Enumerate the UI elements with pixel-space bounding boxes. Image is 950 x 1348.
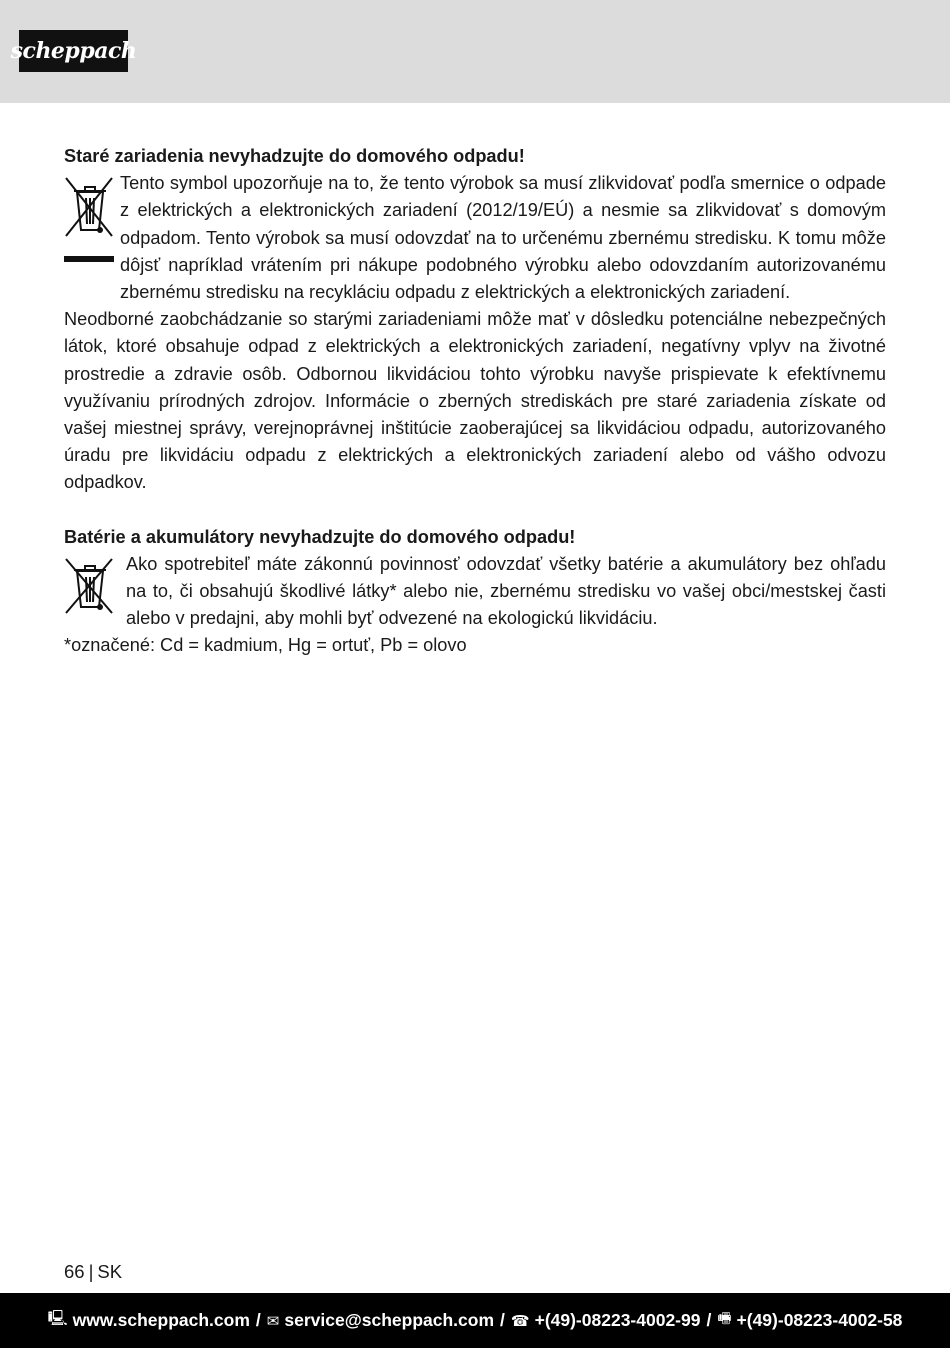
fax-number: +(49)-08223-4002-58 — [736, 1310, 903, 1330]
weee-heading: Staré zariadenia nevyhadzujte do domového odpadu! — [64, 146, 525, 166]
crossed-bin-icon — [64, 557, 114, 615]
weee-paragraph-2: Neodborné zaobchádzanie so starými zariadeniami môže mať v dôsledku potenciálne nebezpečných látok, ktoré obsahuje odpad z elektrických a elektronických zariadení, negatívny vplyv na životné prostredie a zdravie osôb. Odbornou likvidáciou tohto výrobku navyše prispievate k efektívnemu využívaniu prírodných zdrojov. Informácie o zberných strediskách pre staré zariadenia získate od vašej miestnej správy, verejnoprávnej inštitúcie zaoberajúcej sa likvidáciou odpadu, autorizovaného úradu pre likvidáciu odpadu z elektrických a elektronických zariadení alebo od vášho odvozu odpadkov. — [64, 309, 886, 493]
website-link[interactable]: www.scheppach.com — [72, 1310, 250, 1330]
email-link[interactable]: service@scheppach.com — [284, 1310, 495, 1330]
footer-divider: / — [706, 1310, 712, 1330]
page-separator: | — [88, 1261, 94, 1282]
crossed-bin-icon — [64, 172, 114, 292]
crossed-bin-symbol — [64, 172, 114, 292]
phone-number[interactable]: +(49)-08223-4002-99 — [534, 1310, 701, 1330]
battery-footnote: *označené: Cd = kadmium, Hg = ortuť, Pb = olovo — [64, 635, 467, 656]
footer-divider: / — [255, 1310, 261, 1330]
language-code: SK — [97, 1261, 123, 1282]
battery-bin-symbol — [64, 557, 120, 615]
battery-heading: Batérie a akumulátory nevyhadzujte do domového odpadu! — [64, 526, 576, 547]
telephone-icon: ☎ — [510, 1311, 530, 1330]
envelope-icon: ✉ — [266, 1311, 280, 1330]
fax-icon: 🖷 — [717, 1309, 732, 1327]
scheppach-logo — [10, 30, 137, 72]
contact-footer-bar — [0, 1293, 950, 1348]
page-content — [64, 143, 886, 660]
battery-paragraph: Ako spotrebiteľ máte zákonnú povinnosť odovzdať všetky batérie a akumulátory bez ohľadu na to, či obsahujú škodlivé látky* alebo nie, zbernému stredisku vo vašej obci/mestskej časti alebo v predajni, aby mohli byť odvezené na ekologickú likvidáciu. — [126, 553, 886, 629]
header-band — [0, 0, 950, 103]
weee-paragraph-1: Tento symbol upozorňuje na to, že tento výrobok sa musí zlikvidovať podľa smernice o odpade z elektrických a elektronických zariadení (2012/19/EÚ) a nesmie sa zlikvidovať s domovým odpadom. Tento výrobok sa musí odovzdať na to určenému zbernému stredisku. K tomu môže dôjsť napríklad vrátením pri nákupe podobného výrobku alebo odovzdaním autorizovanému zbernému stredisku na recykláciu odpadu z elektrických a elektronických zariadení. — [120, 173, 886, 303]
page-number-label — [64, 1260, 122, 1284]
page-number: 66 — [64, 1261, 85, 1282]
section-gap — [64, 497, 886, 524]
computer-icon: 🖳 — [47, 1309, 68, 1327]
footer-divider: / — [500, 1310, 505, 1330]
logo-text: scheppach — [10, 38, 137, 64]
